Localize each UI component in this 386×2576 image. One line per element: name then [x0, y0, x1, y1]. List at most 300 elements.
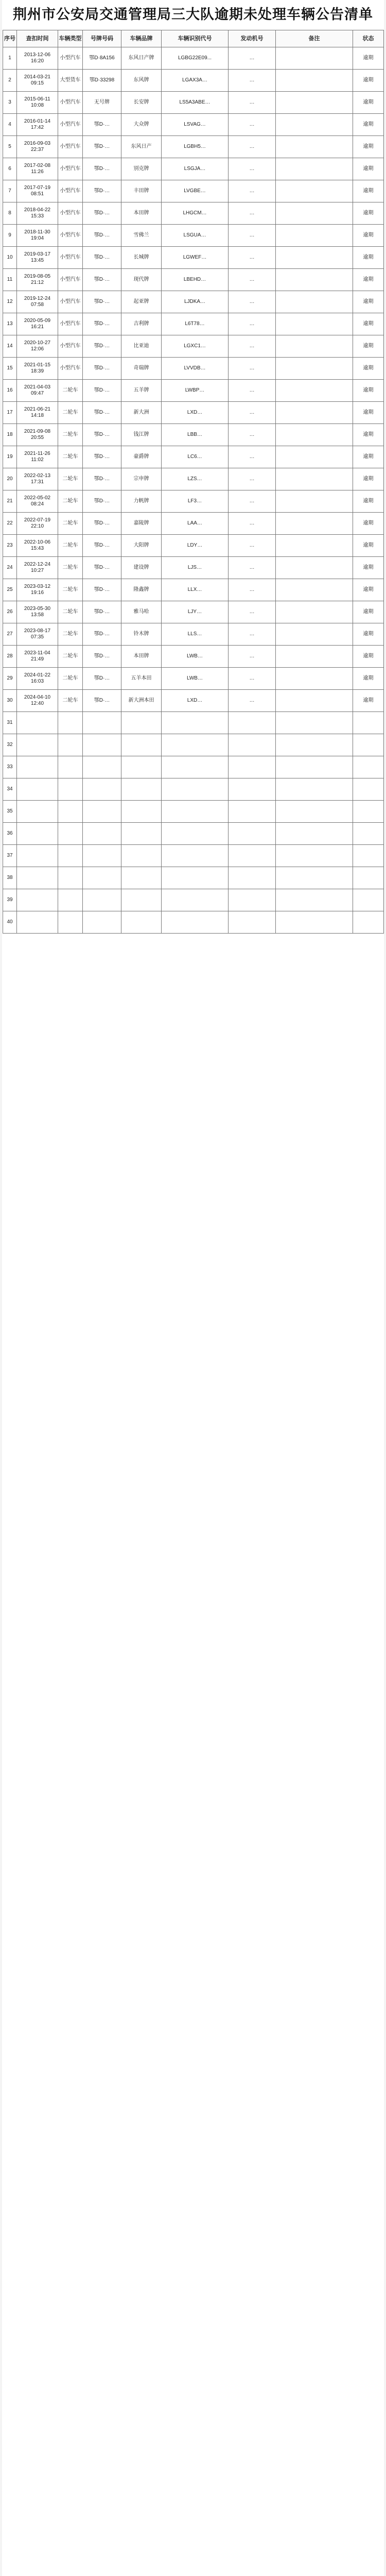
cell-brand: 别克牌 [121, 158, 162, 180]
cell-plate [83, 801, 121, 823]
cell-vin: LSGJA… [162, 158, 229, 180]
cell-engine: … [229, 535, 276, 557]
cell-plate: 鄂D·… [83, 402, 121, 424]
cell-brand [121, 801, 162, 823]
cell-note [276, 623, 353, 646]
cell-engine [229, 867, 276, 889]
cell-note [276, 70, 353, 92]
seize-date: 2021-11-26 [24, 451, 50, 456]
cell-no: 40 [3, 911, 17, 934]
cell-plate: 鄂D·… [83, 247, 121, 269]
table-row [3, 712, 384, 734]
cell-engine: … [229, 557, 276, 579]
cell-date [17, 225, 58, 247]
cell-engine: … [229, 668, 276, 690]
cell-type: 小型汽车 [58, 158, 83, 180]
table-row [3, 490, 384, 513]
cell-no: 28 [3, 646, 17, 668]
seize-date: 2023-03-12 [24, 584, 51, 589]
cell-note [276, 225, 353, 247]
cell-date [17, 535, 58, 557]
cell-vin: LXD… [162, 402, 229, 424]
table-row [3, 801, 384, 823]
table-row [3, 47, 384, 70]
cell-type [58, 801, 83, 823]
cell-no: 23 [3, 535, 17, 557]
cell-date [17, 867, 58, 889]
cell-type: 小型汽车 [58, 225, 83, 247]
seize-time: 12:40 [30, 701, 44, 706]
cell-vin [162, 889, 229, 911]
cell-note [276, 380, 353, 402]
cell-vin: LJDKA… [162, 291, 229, 313]
cell-status [353, 845, 384, 867]
cell-vin: LGBH5… [162, 136, 229, 158]
cell-status: 逾期 [353, 70, 384, 92]
cell-date [17, 358, 58, 380]
cell-status: 逾期 [353, 513, 384, 535]
cell-brand: 力帆牌 [121, 490, 162, 513]
table-row [3, 911, 384, 934]
cell-type: 二轮车 [58, 601, 83, 623]
cell-type: 小型汽车 [58, 247, 83, 269]
table-row [3, 202, 384, 225]
cell-brand: 本田牌 [121, 202, 162, 225]
seize-date: 2014-03-21 [24, 74, 51, 80]
table-row [3, 402, 384, 424]
cell-date [17, 712, 58, 734]
seize-date: 2023-08-17 [24, 628, 51, 634]
cell-date [17, 668, 58, 690]
cell-plate [83, 734, 121, 756]
seize-time: 21:49 [30, 656, 44, 662]
seize-date: 2024-01-22 [24, 672, 51, 678]
cell-note [276, 889, 353, 911]
cell-no: 39 [3, 889, 17, 911]
cell-plate [83, 889, 121, 911]
cell-date [17, 136, 58, 158]
table-row [3, 845, 384, 867]
cell-date [17, 756, 58, 778]
cell-engine: … [229, 490, 276, 513]
seize-time: 15:43 [30, 546, 44, 551]
table-row [3, 668, 384, 690]
seize-time: 08:51 [30, 191, 44, 197]
cell-date [17, 380, 58, 402]
cell-note [276, 468, 353, 490]
seize-date: 2023-05-30 [24, 606, 51, 612]
seize-time: 10:08 [30, 103, 44, 108]
cell-type: 二轮车 [58, 535, 83, 557]
cell-plate: 无号牌 [83, 92, 121, 114]
cell-brand: 奇瑞牌 [121, 358, 162, 380]
cell-date [17, 889, 58, 911]
cell-engine [229, 845, 276, 867]
cell-note [276, 690, 353, 712]
table-row [3, 158, 384, 180]
table-row [3, 867, 384, 889]
cell-plate: 鄂D·… [83, 668, 121, 690]
cell-vin [162, 845, 229, 867]
seize-date: 2016-01-14 [24, 118, 51, 124]
cell-status: 逾期 [353, 579, 384, 601]
cell-engine [229, 801, 276, 823]
seize-date: 2015-06-11 [24, 96, 50, 102]
cell-engine: … [229, 335, 276, 358]
cell-engine: … [229, 92, 276, 114]
cell-plate: 鄂D·… [83, 269, 121, 291]
cell-engine: … [229, 579, 276, 601]
cell-no: 4 [3, 114, 17, 136]
cell-vin: LHGCM… [162, 202, 229, 225]
cell-status: 逾期 [353, 358, 384, 380]
cell-brand: 本田牌 [121, 646, 162, 668]
table-header-row [3, 30, 384, 47]
cell-date [17, 247, 58, 269]
cell-no: 1 [3, 47, 17, 70]
cell-plate: 鄂D·… [83, 557, 121, 579]
cell-date [17, 623, 58, 646]
cell-type: 小型汽车 [58, 335, 83, 358]
cell-status [353, 778, 384, 801]
cell-vin: LSGUA… [162, 225, 229, 247]
cell-date [17, 601, 58, 623]
cell-type: 二轮车 [58, 646, 83, 668]
cell-plate: 鄂D·… [83, 646, 121, 668]
cell-status: 逾期 [353, 269, 384, 291]
cell-plate [83, 712, 121, 734]
cell-note [276, 801, 353, 823]
cell-no: 34 [3, 778, 17, 801]
cell-date [17, 845, 58, 867]
table-row [3, 623, 384, 646]
cell-status: 逾期 [353, 47, 384, 70]
page-title: 荆州市公安局交通管理局三大队逾期未处理车辆公告清单 [13, 7, 373, 23]
cell-brand [121, 845, 162, 867]
cell-engine: … [229, 446, 276, 468]
table-row [3, 424, 384, 446]
table-row [3, 601, 384, 623]
cell-note [276, 756, 353, 778]
cell-plate: 鄂D·… [83, 380, 121, 402]
seize-time: 11:02 [31, 457, 44, 463]
cell-plate: 鄂D·… [83, 335, 121, 358]
cell-engine: … [229, 513, 276, 535]
cell-vin: LJY… [162, 601, 229, 623]
table-row [3, 92, 384, 114]
cell-brand: 东风日产 [121, 136, 162, 158]
cell-brand: 东风牌 [121, 70, 162, 92]
table-row [3, 446, 384, 468]
seize-date: 2019-03-17 [24, 251, 51, 257]
cell-date [17, 690, 58, 712]
cell-brand: 起亚牌 [121, 291, 162, 313]
cell-no: 16 [3, 380, 17, 402]
seize-date: 2022-12-24 [24, 562, 51, 567]
seize-date: 2022-05-02 [24, 495, 51, 501]
cell-status: 逾期 [353, 402, 384, 424]
cell-vin: LGAX3A… [162, 70, 229, 92]
cell-brand: 建设牌 [121, 557, 162, 579]
seize-date: 2021-01-15 [24, 362, 51, 368]
cell-note [276, 579, 353, 601]
cell-no: 15 [3, 358, 17, 380]
cell-date [17, 801, 58, 823]
cell-date [17, 646, 58, 668]
seize-time: 13:45 [30, 258, 44, 263]
seize-time: 17:31 [30, 479, 44, 485]
cell-brand: 长安牌 [121, 92, 162, 114]
cell-note [276, 668, 353, 690]
seize-time: 19:16 [30, 590, 44, 596]
cell-status: 逾期 [353, 446, 384, 468]
cell-note [276, 158, 353, 180]
seize-date: 2021-09-08 [24, 429, 51, 434]
cell-type: 小型汽车 [58, 358, 83, 380]
cell-brand: 铃木牌 [121, 623, 162, 646]
table-row [3, 579, 384, 601]
cell-vin: L6T78… [162, 313, 229, 335]
cell-date [17, 92, 58, 114]
cell-no: 2 [3, 70, 17, 92]
col-header-engine: 发动机号 [229, 30, 276, 47]
table-row [3, 358, 384, 380]
cell-vin: LVVDB… [162, 358, 229, 380]
cell-status [353, 756, 384, 778]
cell-status: 逾期 [353, 535, 384, 557]
cell-note [276, 313, 353, 335]
cell-no: 12 [3, 291, 17, 313]
cell-no: 21 [3, 490, 17, 513]
cell-vin: LWBP… [162, 380, 229, 402]
cell-brand [121, 778, 162, 801]
cell-no: 8 [3, 202, 17, 225]
cell-engine: … [229, 136, 276, 158]
cell-plate [83, 911, 121, 934]
table-row [3, 778, 384, 801]
cell-date [17, 180, 58, 202]
cell-note [276, 114, 353, 136]
cell-status [353, 734, 384, 756]
cell-status: 逾期 [353, 114, 384, 136]
cell-type [58, 823, 83, 845]
seize-date: 2022-02-13 [24, 473, 51, 479]
cell-type: 二轮车 [58, 424, 83, 446]
seize-time: 19:04 [30, 235, 44, 241]
cell-engine: … [229, 358, 276, 380]
cell-date [17, 490, 58, 513]
table-row [3, 136, 384, 158]
cell-type: 小型汽车 [58, 114, 83, 136]
table-row [3, 535, 384, 557]
cell-date [17, 579, 58, 601]
cell-brand: 宗申牌 [121, 468, 162, 490]
cell-plate: 鄂D·… [83, 225, 121, 247]
cell-engine: … [229, 47, 276, 70]
cell-no: 11 [3, 269, 17, 291]
cell-vin: LDY… [162, 535, 229, 557]
cell-plate: 鄂D·… [83, 446, 121, 468]
cell-type: 二轮车 [58, 623, 83, 646]
cell-note [276, 202, 353, 225]
seize-date: 2019-12-24 [24, 296, 51, 301]
col-header-type: 车辆类型 [58, 30, 83, 47]
cell-engine: … [229, 601, 276, 623]
cell-note [276, 446, 353, 468]
cell-no: 26 [3, 601, 17, 623]
seize-date: 2018-11-30 [24, 229, 50, 235]
table-row [3, 180, 384, 202]
cell-no: 32 [3, 734, 17, 756]
cell-note [276, 712, 353, 734]
table-row [3, 690, 384, 712]
cell-vin: LJS… [162, 557, 229, 579]
cell-status [353, 712, 384, 734]
cell-brand: 长城牌 [121, 247, 162, 269]
cell-note [276, 358, 353, 380]
cell-no: 18 [3, 424, 17, 446]
cell-date [17, 269, 58, 291]
cell-engine [229, 756, 276, 778]
cell-vin: LWB… [162, 646, 229, 668]
cell-vin: LGBG22E09... [162, 47, 229, 70]
cell-note [276, 269, 353, 291]
cell-no: 37 [3, 845, 17, 867]
cell-no: 38 [3, 867, 17, 889]
seize-time: 22:10 [30, 523, 44, 529]
cell-engine [229, 712, 276, 734]
cell-type [58, 734, 83, 756]
table-row [3, 269, 384, 291]
cell-engine [229, 911, 276, 934]
cell-brand: 现代牌 [121, 269, 162, 291]
cell-plate: 鄂D·… [83, 136, 121, 158]
seize-time: 20:55 [30, 435, 44, 440]
cell-status: 逾期 [353, 601, 384, 623]
cell-engine: … [229, 313, 276, 335]
cell-type [58, 778, 83, 801]
cell-engine [229, 778, 276, 801]
cell-date [17, 47, 58, 70]
cell-type: 二轮车 [58, 490, 83, 513]
cell-engine: … [229, 424, 276, 446]
notice-sheet [2, 0, 384, 2576]
cell-type: 小型汽车 [58, 291, 83, 313]
cell-status: 逾期 [353, 490, 384, 513]
cell-type [58, 756, 83, 778]
table-row [3, 468, 384, 490]
cell-brand: 五羊本田 [121, 668, 162, 690]
cell-type: 二轮车 [58, 579, 83, 601]
cell-brand: 丰田牌 [121, 180, 162, 202]
cell-type: 小型汽车 [58, 269, 83, 291]
cell-date [17, 70, 58, 92]
col-header-vin: 车辆识别代号 [162, 30, 229, 47]
cell-brand [121, 867, 162, 889]
cell-vin: LC6… [162, 446, 229, 468]
cell-plate [83, 867, 121, 889]
cell-type: 二轮车 [58, 557, 83, 579]
cell-plate: 鄂D·… [83, 490, 121, 513]
cell-no: 25 [3, 579, 17, 601]
seize-time: 21:12 [30, 280, 44, 285]
cell-date [17, 335, 58, 358]
cell-date [17, 291, 58, 313]
cell-no: 27 [3, 623, 17, 646]
seize-time: 07:58 [30, 302, 44, 308]
cell-status [353, 801, 384, 823]
cell-date [17, 734, 58, 756]
cell-no: 10 [3, 247, 17, 269]
cell-brand: 嘉陵牌 [121, 513, 162, 535]
cell-note [276, 291, 353, 313]
cell-type: 二轮车 [58, 380, 83, 402]
cell-engine: … [229, 646, 276, 668]
cell-note [276, 535, 353, 557]
cell-note [276, 92, 353, 114]
cell-type: 小型汽车 [58, 202, 83, 225]
table-row [3, 756, 384, 778]
cell-vin: LAA… [162, 513, 229, 535]
seize-time: 17:42 [30, 125, 44, 130]
seize-time: 16:03 [30, 679, 44, 684]
cell-status: 逾期 [353, 247, 384, 269]
cell-plate: 鄂D·… [83, 313, 121, 335]
table-row [3, 291, 384, 313]
cell-type [58, 712, 83, 734]
cell-brand [121, 911, 162, 934]
cell-brand: 比亚迪 [121, 335, 162, 358]
cell-no: 30 [3, 690, 17, 712]
cell-brand: 五羊牌 [121, 380, 162, 402]
seize-date: 2020-10-27 [24, 340, 51, 346]
cell-type: 二轮车 [58, 446, 83, 468]
cell-no: 20 [3, 468, 17, 490]
cell-no: 13 [3, 313, 17, 335]
cell-plate [83, 756, 121, 778]
cell-date [17, 313, 58, 335]
cell-brand: 新大洲本田 [121, 690, 162, 712]
cell-no: 33 [3, 756, 17, 778]
table-row [3, 313, 384, 335]
seize-time: 08:24 [30, 501, 44, 507]
cell-plate: 鄂D·… [83, 513, 121, 535]
cell-plate: 鄂D·33298 [83, 70, 121, 92]
cell-type: 二轮车 [58, 690, 83, 712]
table-row [3, 247, 384, 269]
cell-engine: … [229, 114, 276, 136]
cell-no: 36 [3, 823, 17, 845]
cell-vin: LWB… [162, 668, 229, 690]
cell-note [276, 646, 353, 668]
cell-vin [162, 778, 229, 801]
seize-time: 09:15 [30, 80, 44, 86]
cell-type: 小型汽车 [58, 180, 83, 202]
table-row [3, 225, 384, 247]
cell-date [17, 778, 58, 801]
cell-note [276, 247, 353, 269]
cell-status: 逾期 [353, 424, 384, 446]
cell-type [58, 867, 83, 889]
cell-date [17, 823, 58, 845]
cell-note [276, 513, 353, 535]
cell-brand [121, 712, 162, 734]
cell-plate: 鄂D·… [83, 601, 121, 623]
cell-status [353, 911, 384, 934]
cell-no: 9 [3, 225, 17, 247]
cell-status: 逾期 [353, 668, 384, 690]
cell-engine: … [229, 291, 276, 313]
